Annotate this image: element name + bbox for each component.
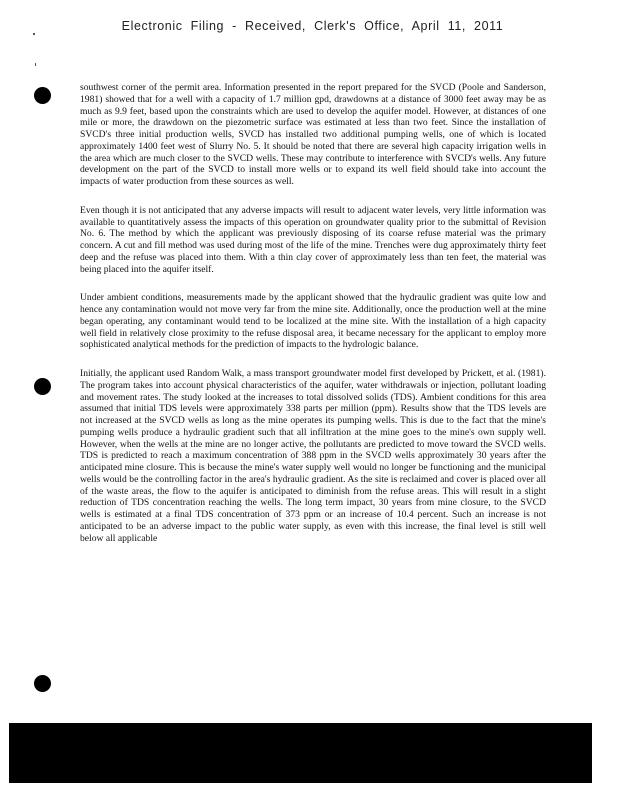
document-body (80, 82, 546, 561)
black-redaction-bar (9, 723, 592, 783)
hole-punch-mark-top (34, 87, 51, 104)
paragraph-hydraulic-gradient: Under ambient conditions, measurements made by the applicant showed that the hydraulic gradient was quite low and hence any contamination would not move very far from the mine site. Additionally, once the production well at the mine began operating, any contaminant would tend to be localized at the mine site. With the installation of a high capacity well field in relatively close proximity to the refuse disposal area, it became necessary for the applicant to employ more sophisticated analytical methods for the prediction of impacts to the hydrologic balance. (80, 292, 546, 351)
scan-speck (33, 33, 35, 35)
paragraph-aquifer-drawdown: southwest corner of the permit area. Information presented in the report prepared for the SVCD (Poole and Sanderson, 1981) showed that for a well with a capacity of 1.7 million gpd, drawdowns at a distance of 3000 feet away may be as much as 9.9 feet, based upon the constraints which are used to develop the aquifer model. However, at distances of one mile or more, the drawdown on the piezometric surface was estimated at less than two feet. Since the installation of SVCD's three initial production wells, SVCD has installed two additional pumping wells, one of which is located approximately 1400 feet west of Slurry No. 5. It should be noted that there are several high capacity irrigation wells in the area which are much closer to the SVCD wells. These may contribute to interference with SVCD's wells. Any future development on the part of the SVCD to install more wells or to expand its well field should take into account the impacts of water production from these sources as well. (80, 82, 546, 187)
filing-stamp-header: Electronic Filing - Received, Clerk's Office, April 11, 2011 (121, 19, 504, 33)
paragraph-refuse-disposal: Even though it is not anticipated that any adverse impacts will result to adjacent water levels, very little information was available to quantitatively assess the impacts of this operation on groundwater quality prior to the submittal of Revision No. 6. The method by which the applicant was previously disposing of its coarse refuse material was the primary concern. A cut and fill method was used during most of the life of the mine. Trenches were dug approximately thirty feet deep and the refuse was placed into them. With a thin clay cover of approximately less than ten feet, the material was being placed into the aquifer itself. (80, 204, 546, 275)
hole-punch-mark-bottom (34, 675, 51, 692)
paragraph-random-walk-model: Initially, the applicant used Random Walk, a mass transport groundwater model first developed by Prickett, et al. (1981). The program takes into account physical characteristics of the aquifer, water withdrawals or injection, pollutant loading and movement rates. The study looked at the increases to total dissolved solids (TDS). Ambient conditions for this area assumed that initial TDS levels were approximately 338 parts per million (ppm). Results show that the TDS levels are not increased at the SVCD wells as long as the mine operates its pumping wells. This is due to the fact that the mine's pumping wells produce a hydraulic gradient such that all infiltration at the mine goes to the mine's own supply well. However, when the wells at the mine are no longer active, the pollutants are predicted to move toward the SVCD wells. TDS is predicted to reach a maximum concentration of 388 ppm in the SVCD wells approximately 30 years after the anticipated mine closure. This is because the mine's water supply well would no longer be functioning and the municipal wells would be the controlling factor in the area's hydraulic gradient. As the site is reclaimed and cover is placed over all of the waste areas, the flow to the aquifer is anticipated to diminish from the refuse areas. This will result in a slight reduction of TDS concentration reaching the wells. The long term impact, 30 years from mine closure, to the SVCD wells is estimated at a final TDS concentration of 373 ppm or an increase of 10.4 percent. Such an increase is not anticipated to be an adverse impact to the public water supply, as even with this increase, the final level is still well below all applicable (80, 368, 546, 544)
scan-speck (35, 63, 36, 66)
hole-punch-mark-middle (34, 378, 51, 395)
